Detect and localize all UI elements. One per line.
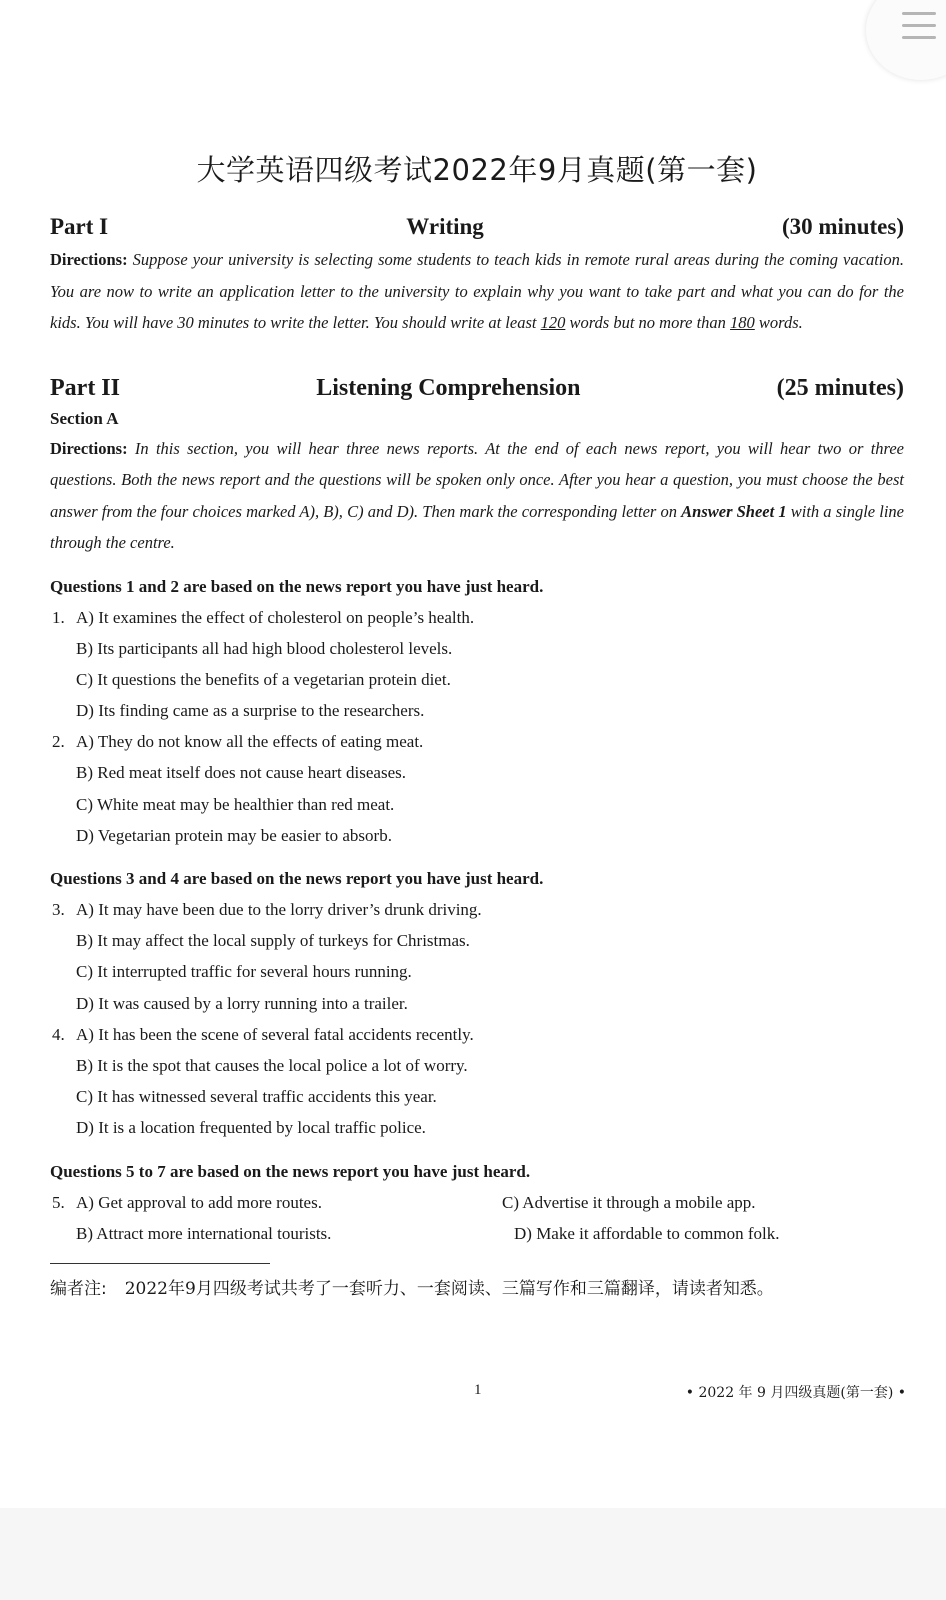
editor-note-label: 编者注:	[50, 1278, 107, 1299]
exam-page	[50, 148, 904, 1299]
page-footer	[0, 1382, 946, 1404]
question-option	[50, 925, 904, 956]
menu-icon[interactable]	[902, 12, 936, 48]
part1-directions-text-c: words.	[754, 313, 803, 332]
question-option	[50, 789, 904, 820]
option-text: D) Make it affordable to common folk.	[514, 1223, 780, 1243]
question-option	[50, 664, 904, 695]
part2-label: Part II	[50, 374, 120, 401]
option-text: B) Red meat itself does not cause heart diseases.	[76, 763, 406, 783]
option-text: B) Its participants all had high blood cholesterol levels.	[76, 638, 453, 658]
option-text: A) It may have been due to the lorry driver’s drunk driving.	[76, 900, 482, 919]
question-option	[50, 894, 904, 925]
part1-label: Part I	[50, 214, 109, 239]
option-text: C) It has witnessed several traffic accidents this year.	[76, 1087, 437, 1107]
question-group-heading: Questions 3 and 4 are based on the news report you have just heard.	[50, 869, 544, 888]
menu-button[interactable]	[866, 0, 946, 80]
part1-time: (30 minutes)	[781, 214, 904, 239]
editor-note-text: 2022年9月四级考试共考了一套听力、一套阅读、三篇写作和三篇翻译，请读者知悉。	[124, 1278, 774, 1299]
part2-directions-text-a: In this section, you will hear three news reports. At the end of each news report, you will hear two or three questions. Both the news report and the questions will be spoken only once. After you hear a question, you must choose the best answer from the four choices marked A), B), C) and D). Then mark the corresponding letter on	[50, 438, 904, 521]
option-text: D) It is a location frequented by local traffic police.	[76, 1118, 426, 1138]
part2-header	[50, 375, 904, 405]
footer-source: • 2022 年 9 月四级真题(第一套) •	[685, 1385, 906, 1401]
option-text: A) Get approval to add more routes.	[76, 1192, 322, 1212]
part1-header	[50, 214, 904, 244]
option-text: A) It has been the scene of several fatal accidents recently.	[76, 1024, 474, 1044]
part1-directions	[50, 244, 904, 339]
option-text: D) Its finding came as a surprise to the researchers.	[76, 701, 425, 721]
part2-directions-text-b: with a single line through the centre.	[50, 501, 904, 552]
question-option	[50, 757, 904, 788]
part2-directions	[50, 433, 904, 559]
editor-note	[50, 1274, 904, 1299]
option-text: C) Advertise it through a mobile app.	[502, 1192, 756, 1212]
question-option	[50, 633, 904, 664]
part1-directions-text-b: words but no more than	[565, 313, 731, 332]
question-group-heading: Questions 5 to 7 are based on the news report you have just heard.	[50, 1161, 531, 1181]
option-text: B) Attract more international tourists.	[76, 1223, 332, 1243]
question-option	[50, 820, 904, 851]
option-text: A) They do not know all the effects of eating meat.	[76, 732, 424, 752]
question-number: 1.	[52, 607, 65, 627]
question-option	[50, 602, 904, 633]
question-number: 2.	[52, 732, 65, 752]
answer-sheet-ref: Answer Sheet 1	[681, 501, 787, 521]
option-text: B) It is the spot that causes the local police a lot of worry.	[76, 1055, 468, 1075]
question-number: 5.	[52, 1192, 65, 1212]
part1-directions-label: Directions:	[50, 250, 128, 269]
bottom-bar	[0, 1508, 946, 1600]
min-words: 120	[540, 313, 566, 332]
question-option	[50, 956, 904, 987]
part1-directions-text-a: Suppose your university is selecting some students to teach kids in remote rural areas during the coming vacation. You are now to write an application letter to the university to explain why you want to take part and what you can do for the kids. You will have 30 minutes to write the letter. You should write at least	[50, 250, 904, 332]
question-option	[50, 1112, 904, 1143]
question-option	[50, 988, 904, 1019]
part1-name: Writing	[406, 214, 484, 239]
question-number: 4.	[52, 1024, 65, 1044]
page-title: 大学英语四级考试2022年9月真题(第一套)	[196, 153, 758, 187]
option-text: C) It questions the benefits of a vegetarian protein diet.	[76, 669, 451, 689]
question-option	[50, 1218, 904, 1249]
question-option	[50, 1187, 904, 1218]
question-option	[50, 1050, 904, 1081]
section-label: Section A	[50, 408, 119, 428]
part2-name: Listening Comprehension	[316, 374, 581, 401]
question-number: 3.	[52, 900, 65, 919]
option-text: A) It examines the effect of cholesterol on people’s health.	[76, 607, 475, 627]
option-text: B) It may affect the local supply of turkeys for Christmas.	[76, 931, 470, 951]
option-text: C) It interrupted traffic for several hours running.	[76, 962, 412, 982]
option-text: D) It was caused by a lorry running into a trailer.	[76, 993, 408, 1013]
option-text: D) Vegetarian protein may be easier to absorb.	[76, 825, 392, 845]
part2-time: (25 minutes)	[776, 374, 904, 401]
option-text: C) White meat may be healthier than red meat.	[76, 794, 395, 814]
part2-directions-label: Directions:	[50, 438, 128, 458]
question-option	[50, 726, 904, 757]
question-option	[50, 1019, 904, 1050]
max-words: 180	[730, 313, 755, 332]
question-option	[50, 695, 904, 726]
page-number: 1	[474, 1382, 482, 1398]
divider	[50, 1263, 270, 1264]
question-group-heading: Questions 1 and 2 are based on the news report you have just heard.	[50, 576, 544, 596]
question-option	[50, 1081, 904, 1112]
